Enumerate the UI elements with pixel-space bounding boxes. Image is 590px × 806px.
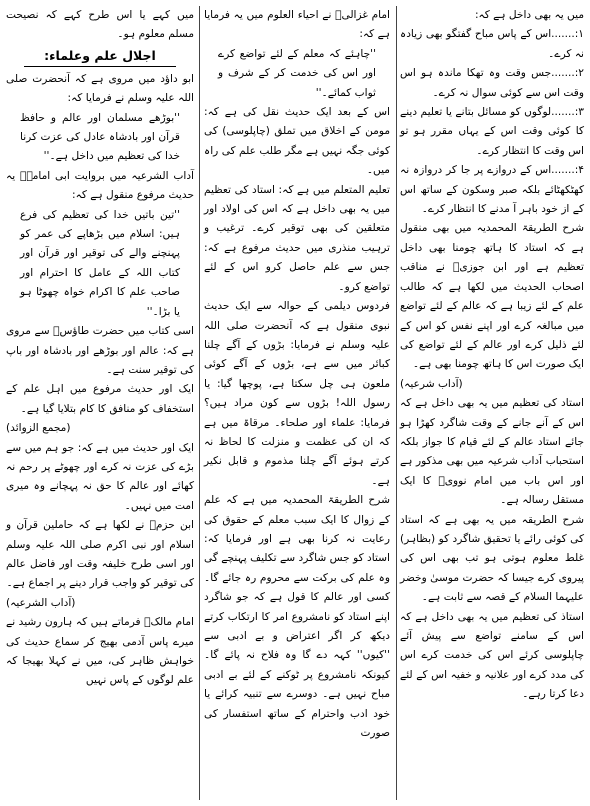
- list-item: ۱:.......اس کے پاس مباح گفتگو بھی زیادہ نہ کرے۔: [400, 28, 584, 60]
- paragraph: ایک اور حدیث مرفوع میں اہل علم کے استخفاف کو منافق کا کام بتلایا گیا ہے۔: [6, 383, 194, 415]
- paragraph: اس کے بعد ایک حدیث نقل کی ہے کہ: مومن کے اخلاق میں تملق (چاپلوسی) کی کوئی جگہ نہیں ہے مگر طلب علم کی راہ میں۔: [204, 106, 390, 177]
- right-column: [400, 6, 584, 802]
- paragraph: ایک اور حدیث میں ہے کہ: جو ہم میں سے بڑے کی عزت نہ کرے اور چھوٹے پر رحم نہ کھائے اور عالم کا حق نہ پہچانے وہ میری امت میں نہیں۔: [6, 441, 194, 512]
- paragraph: آداب الشرعیہ میں بروایت ابی امامہؓ یہ حدیث مرفوع منقول ہے کہ:: [6, 169, 194, 202]
- quotation: ''تین باتیں خدا کی تعظیم کی فرع ہیں: اسلام میں بڑھاپے کی عمر کو پہنچنے والے کی توقیر اور قرآن اور کتاب اللہ کے عامل کا احترام اور صاحب علم کا اکرام خواہ چھوٹا ہو یا بڑا۔'': [20, 208, 180, 318]
- quotation: ''چاہئے کہ معلم کے لئے تواضع کرے اور اس کی خدمت کر کے شرف و ثواب کمائے۔'': [218, 47, 376, 99]
- list-item: ۴:.......اس کے دروازے پر جا کر دروازہ نہ کھٹکھٹائے بلکہ صبر وسکون کے ساتھ اس کے از خود باہر آ مدنے کا انتظار کرے۔: [400, 164, 584, 216]
- paragraph: میں کہے یا اس طرح کہے کہ نصیحت مسلم معلوم ہو۔: [6, 9, 194, 41]
- paragraph: امام غزالیؒ نے احیاء العلوم میں یہ فرمایا ہے کہ:: [204, 9, 390, 41]
- paragraph: شرح الطریقۃ المحمدیہ میں بھی منقول ہے کہ استاد کا ہاتھ چومنا بھی داخل تعظیم ہے اور ابن جوزیؒ نے مناقب اصحاب الحدیث میں لکھا ہے کہ طالب علم کے لئے زیبا ہے کہ عالم کے لئے تواضع میں مبالغہ کرے اور اپنے نفس کو اس کے لئے ذلیل کرے اور عالم کے لئے تواضع کی ایک صورت اس کا ہاتھ چومنا بھی ہے۔: [400, 222, 584, 371]
- paragraph: استاذ کی تعظیم میں یہ بھی داخل ہے کہ اس کے سامنے تواضع سے پیش آئے چاپلوسی کرئے اس کی خدمت کرے اس کی مدد کرے اور علانیہ و خفیہ اس کے لئے دعا کرتا رہے۔: [400, 610, 584, 701]
- paragraph: فردوس دیلمی کے حوالہ سے ایک حدیث نبوی منقول ہے کہ آنحضرت صلی اللہ علیہ وسلم نے فرمایا: بڑوں کے آگے چلنا کبائر میں سے ہے، بڑوں کے آگے کوئی ملعون ہی چل سکتا ہے، پوچھا گیا: یا رسول اللہ! بڑوں سے کون مراد ہیں؟ فرمایا: علماء اور صلحاء۔ مرقاۃ میں ہے کہ ان کی عظمت و منزلت کا لحاظ نہ کرتے ہوئے آگے چلنا مذموم و قابل نکیر ہے۔: [204, 300, 390, 487]
- paragraph: شرح الطریقۃ المحمدیہ میں ہے کہ علم کے زوال کا ایک سبب معلم کے حقوق کی رعایت نہ کرنا بھی ہے اور فرمایا کہ: استاد کو جس شاگرد سے تکلیف پہنچے گی وہ علم کی برکت سے محروم رہ جائے گا۔ کسی اور عالم کا قول ہے کہ جو شاگرد اپنے استاد کو نامشروع امر کا ارتکاب کرتے دیکھ کر اگر اعتراض و بے ادبی سے ''کیوں'' کہہ دے گا وہ فلاح نہ پائے گا۔ کیونکہ نامشروع پر ٹوکنے کے لئے بے ادبی مباح نہیں ہے۔ دوسرے سے تنبیہ کرائے یا خود ادب واحترام کے ساتھ استفسار کی صورت: [204, 494, 390, 740]
- left-column: [6, 6, 194, 802]
- paragraph: میں یہ بھی داخل ہے کہ:: [474, 9, 584, 21]
- list-item: ۳:.......لوگوں کو مسائل بتانے یا تعلیم دینے کا کوئی وقت اس کے یہاں مقرر ہو تو اس وقت کا انتظار کرے۔: [400, 106, 584, 157]
- section-heading: اجلال علم وعلماء:: [24, 45, 176, 67]
- citation: (مجمع الزوائد): [6, 422, 71, 435]
- citation: (آداب الشرعیہ): [6, 596, 76, 609]
- column-divider: [396, 6, 397, 800]
- paragraph: ابو داؤد میں مروی ہے کہ آنحضرت صلی اللہ علیہ وسلم نے فرمایا کہ:: [6, 72, 194, 105]
- list-item: ۲:.......جس وقت وہ تھکا ماندہ ہو اس وقت اس سے کوئی سوال نہ کرے۔: [400, 67, 584, 99]
- paragraph: ابن حزمؒ نے لکھا ہے کہ حاملین قرآن و اسلام اور نبی اکرم صلی اللہ علیہ وسلم اور اسی طرح خلیفہ وقت اور فاضل عالم کی توقیر کو واجب قرار دینے پر اجماع ہے۔: [6, 519, 194, 590]
- column-divider: [199, 6, 200, 800]
- paragraph: امام مالکؒ فرماتے ہیں کہ ہارون رشید نے میرے پاس آدمی بھیج کر سماع حدیث کی خواہش ظاہر کی، میں نے کہلا بھیجا کہ علم لوگوں کے پاس نہیں: [6, 616, 194, 687]
- middle-column: [204, 6, 390, 802]
- paragraph: استاد کی تعظیم میں یہ بھی داخل ہے کہ اس کے آنے جانے کے وقت شاگرد کھڑا ہو جائے استاد عالم کے لئے قیام کا جواز بلکہ استحباب آداب شرعیہ میں بھی مذکور ہے اور اس باب میں امام نوویؒ کا ایک مستقل رسالہ ہے۔: [400, 397, 584, 507]
- paragraph: اسی کتاب میں حضرت طاؤسؒ سے مروی ہے کہ: عالم اور بوڑھے اور بادشاہ اور باپ کی توقیر سنت ہے۔: [6, 325, 194, 376]
- citation: (آداب شرعیہ): [400, 377, 463, 390]
- quotation: ''بوڑھے مسلمان اور عالم و حافظ قرآن اور بادشاہ عادل کی عزت کرنا خدا کی تعظیم میں داخل ہے۔'': [20, 111, 180, 163]
- paragraph: تعلیم المتعلم میں ہے کہ: استاد کی تعظیم میں یہ بھی داخل ہے کہ اس کی اولاد اور متعلقین کی بھی توقیر کرے۔ ترغیب و ترہیب منذری میں حدیث مرفوع ہے کہ: جس سے علم حاصل کرو اس کے لئے تواضع کرو۔: [204, 183, 390, 293]
- paragraph: شرح الطریقہ میں یہ بھی ہے کہ استاد کی کوئی رائے یا تحقیق شاگرد کو (بظاہر) غلط معلوم ہوتی ہو تب بھی اس کی پیروی کرے جیسا کہ حضرت موسیٰ وخضر علیہما السلام کے قصہ سے ثابت ہے۔: [400, 513, 584, 604]
